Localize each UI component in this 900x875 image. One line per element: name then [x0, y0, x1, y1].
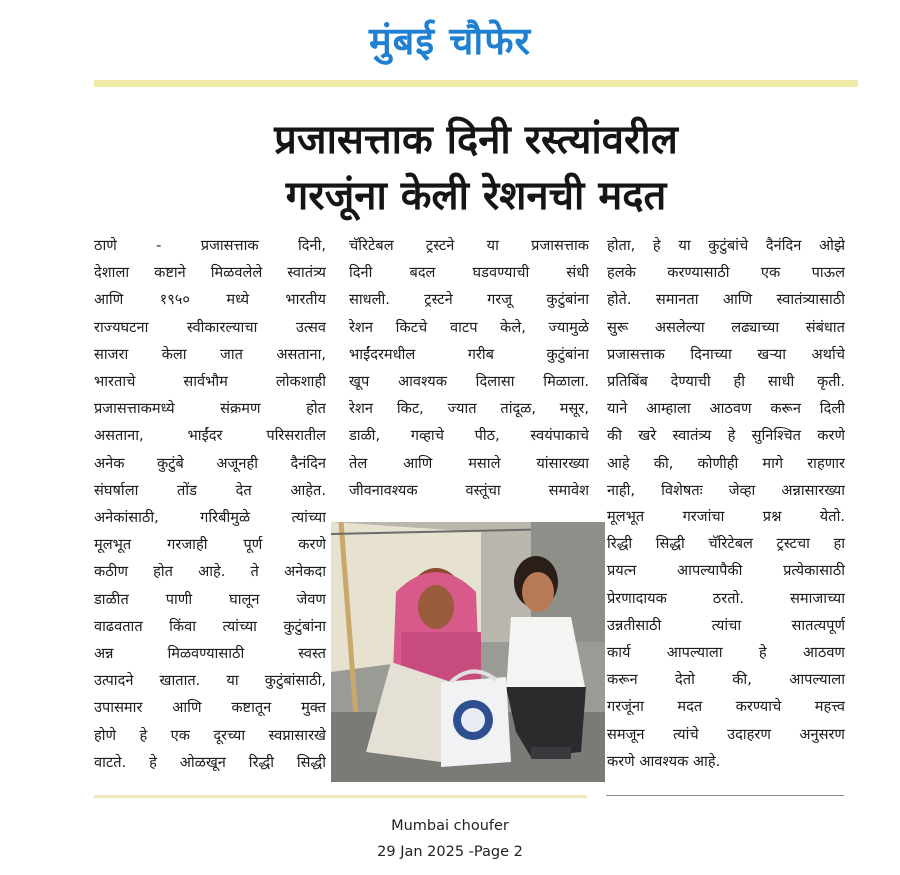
- text-line: राज्यघटना स्वीकारल्याचा उत्सव: [94, 318, 326, 336]
- text-line: अनेक कुटुंबे अजूनही दैनंदिन: [94, 454, 326, 472]
- text-line: होता, हे या कुटुंबांचे दैनंदिन ओझे: [607, 237, 845, 254]
- text-line: कार्य आपल्याला हे आठवण: [607, 644, 845, 662]
- text-line: आहे की, कोणीही मागे राहणार: [607, 454, 845, 472]
- text-line: वाटते. हे ओळखून रिद्धी सिद्धी: [94, 753, 326, 771]
- text-line: वाढवतात किंवा त्यांच्या कुटुंबांना: [94, 617, 326, 635]
- text-line: साजरा केला जात असताना,: [94, 345, 326, 363]
- bottom-divider-right: [606, 795, 844, 796]
- text-line: मूलभूत गरजाही पूर्ण करणे: [94, 536, 326, 554]
- text-line: करून देतो की, आपल्याला: [607, 671, 845, 689]
- text-line: होते. समानता आणि स्वातंत्र्यासाठी: [607, 291, 845, 309]
- text-line: प्रेरणादायक ठरतो. समाजाच्या: [607, 589, 845, 607]
- text-line: खूप आवश्यक दिलासा मिळाला.: [349, 373, 589, 391]
- text-line: की खरे स्वातंत्र्य हे सुनिश्चित करणे: [607, 427, 845, 445]
- masthead-title: मुंबई चौफेर: [368, 19, 532, 63]
- text-line: प्रतिबिंब देण्याची ही साधी कृती.: [607, 373, 845, 391]
- text-line: कठीण होत आहे. ते अनेकदा: [94, 563, 326, 581]
- text-line: अनेकांसाठी, गरिबीमुळे त्यांच्या: [94, 509, 326, 527]
- text-line: हलके करण्यासाठी एक पाऊल: [607, 264, 845, 282]
- text-line: चॅरिटेबल ट्रस्टने या प्रजासत्ताक: [349, 237, 589, 254]
- text-line: याने आम्हाला आठवण करून दिली: [607, 400, 845, 418]
- text-line: उपासमार आणि कष्टातून मुक्त: [94, 699, 326, 717]
- article-column-1: [94, 232, 326, 776]
- text-line: रेशन किटचे वाटप केले, ज्यामुळे: [349, 318, 589, 336]
- footer-date-page: 29 Jan 2025 -Page 2: [377, 844, 523, 860]
- text-line: नाही, विशेषतः जेव्हा अन्नासारख्या: [607, 481, 845, 499]
- text-line: आणि १९५० मध्ये भारतीय: [94, 291, 326, 309]
- text-line: डाळीत पाणी घालून जेवण: [94, 590, 326, 608]
- text-line: रेशन किट, ज्यात तांदूळ, मसूर,: [349, 400, 589, 418]
- headline-line-1: प्रजासत्ताक दिनी रस्त्यांवरील: [274, 117, 678, 163]
- text-line: तेल आणि मसाले यांसारख्या: [349, 454, 589, 472]
- text-line: सुरू असलेल्या लढ्याच्या संबंधात: [607, 318, 845, 336]
- text-line: ठाणे - प्रजासत्ताक दिनी,: [94, 237, 326, 254]
- headline-line-2: गरजूंना केली रेशनची मदत: [285, 173, 667, 219]
- text-line: जीवनावश्यक वस्तूंचा समावेश: [349, 481, 589, 499]
- text-line: समजून त्यांचे उदाहरण अनुसरण: [607, 725, 845, 743]
- text-line: प्रजासत्ताकमध्ये संक्रमण होत: [94, 400, 326, 418]
- article-photo: [331, 522, 605, 782]
- article-column-3-bottom: [607, 503, 845, 775]
- masthead-divider: [94, 80, 858, 87]
- text-line: प्रयत्न आपल्यापैकी प्रत्येकासाठी: [607, 562, 845, 580]
- footer-publication: Mumbai choufer: [391, 818, 509, 834]
- text-line: रिद्धी सिद्धी चॅरिटेबल ट्रस्टचा हा: [607, 535, 845, 553]
- text-line: करणे आवश्यक आहे.: [607, 752, 721, 770]
- text-line: भारताचे सार्वभौम लोकशाही: [94, 373, 326, 391]
- text-line: उन्नतीसाठी त्यांचा सातत्यपूर्ण: [607, 616, 845, 634]
- bottom-divider-left: [94, 795, 587, 798]
- text-line: देशाला कष्टाने मिळवलेले स्वातंत्र्य: [94, 264, 326, 282]
- article-column-3-top: [607, 232, 845, 504]
- text-line: डाळी, गव्हाचे पीठ, स्वयंपाकाचे: [349, 427, 589, 445]
- article-headline: [94, 112, 858, 224]
- text-line: प्रजासत्ताक दिनाच्या खऱ्या अर्थाचे: [607, 345, 845, 363]
- text-line: असताना, भाईंदर परिसरातील: [94, 427, 326, 445]
- text-line: होणे हे एक दूरच्या स्वप्नासारखे: [94, 726, 326, 744]
- text-line: संघर्षाला तोंड देत आहेत.: [94, 481, 326, 499]
- text-line: भाईंदरमधील गरीब कुटुंबांना: [349, 345, 589, 363]
- text-line: उत्पादने खातात. या कुटुंबांसाठी,: [94, 672, 326, 690]
- text-line: गरजूंना मदत करण्याचे महत्त्व: [607, 698, 845, 716]
- text-line: मूलभूत गरजांचा प्रश्न येतो.: [607, 508, 845, 525]
- text-line: साधली. ट्रस्टने गरजू कुटुंबांना: [349, 291, 589, 309]
- article-column-2: [349, 232, 589, 504]
- text-line: अन्न मिळवण्यासाठी स्वस्त: [94, 645, 326, 663]
- text-line: दिनी बदल घडवण्याची संधी: [349, 264, 589, 282]
